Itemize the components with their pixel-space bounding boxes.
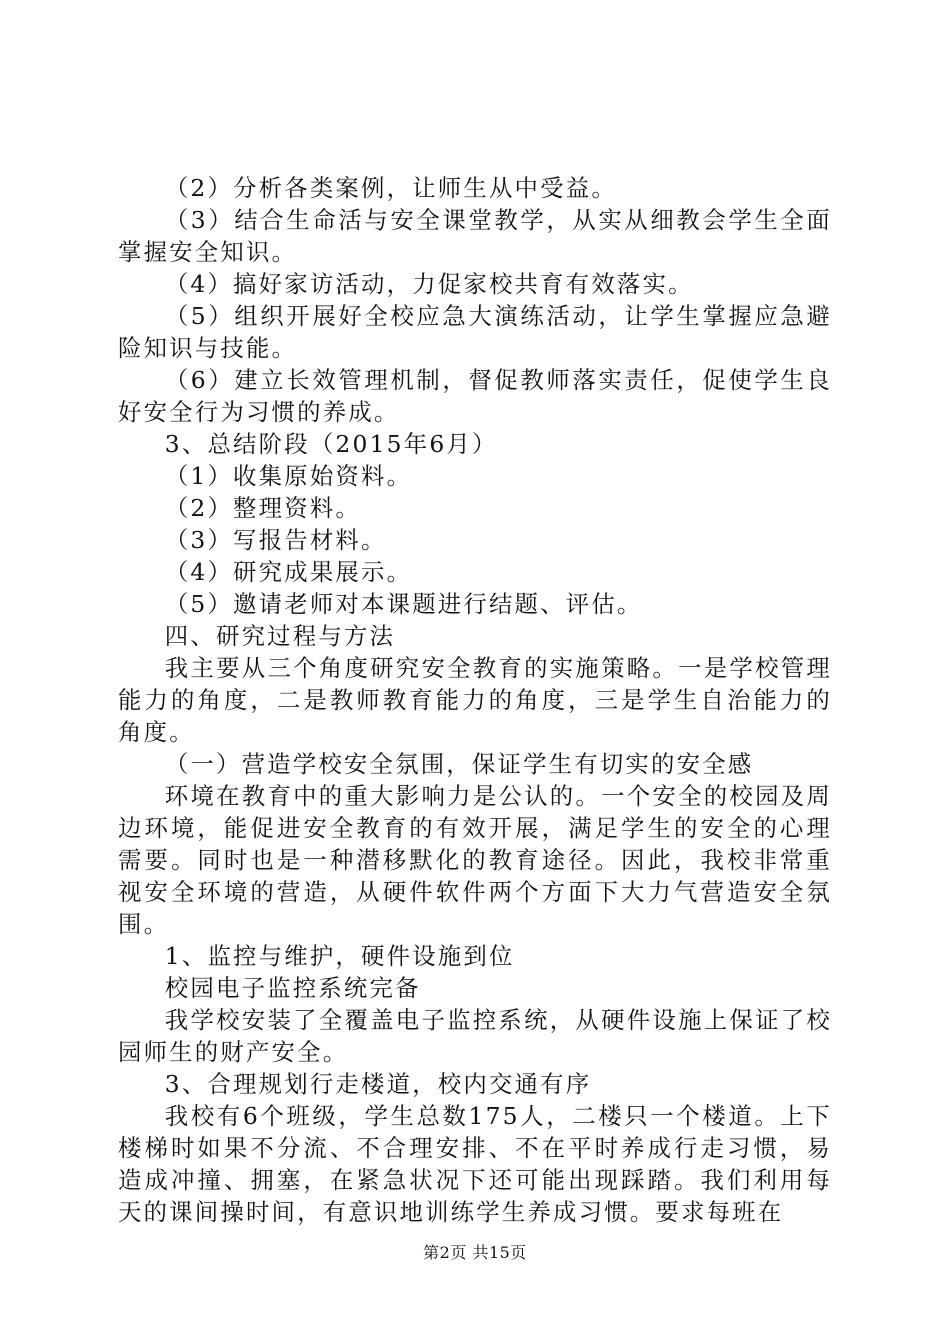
subsection-heading: 1、监控与维护，硬件设施到位 [164,942,515,970]
paragraph: 我校有6个班级，学生总数175人，二楼只一个楼道。上下楼梯时如果不分流、不合理安排、不在平时养成行走习惯，易造成冲撞、拥塞，在紧急状况下还可能出现踩踏。我们利用每天的课间操时间，有意识地训练学生养成习惯。要求每班在 [118,1102,832,1226]
document-body [118,172,832,1228]
paragraph: （2）整理资料。 [164,494,362,522]
paragraph: （4）研究成果展示。 [164,558,413,586]
paragraph: （5）邀请老师对本课题进行结题、评估。 [164,590,643,618]
subsection-heading: 3、合理规划行走楼道，校内交通有序 [164,1070,592,1098]
section-heading: 3、总结阶段（2015年6月） [164,430,498,458]
paragraph: 我学校安装了全覆盖电子监控系统，从硬件设施上保证了校园师生的财产安全。 [118,1006,832,1066]
subsection-heading: （一）营造学校安全氛围，保证学生有切实的安全感 [164,750,754,778]
paragraph: 校园电子监控系统完备 [164,974,421,1002]
paragraph: （6）建立长效管理机制，督促教师落实责任，促使学生良好安全行为习惯的养成。 [118,366,832,426]
paragraph: （4）搞好家访活动，力促家校共育有效落实。 [164,270,694,298]
paragraph: （2）分析各类案例，让师生从中受益。 [164,174,617,202]
paragraph: （3）结合生命活与安全课堂教学，从实从细教会学生全面掌握安全知识。 [118,206,832,266]
section-heading: 四、研究过程与方法 [164,622,396,650]
page-number-footer: 第2页 共15页 [423,1243,527,1262]
paragraph: （5）组织开展好全校应急大演练活动，让学生掌握应急避险知识与技能。 [118,302,832,362]
paragraph: 我主要从三个角度研究安全教育的实施策略。一是学校管理能力的角度，二是教师教育能力的角度，三是学生自治能力的角度。 [118,654,832,746]
paragraph: 环境在教育中的重大影响力是公认的。一个安全的校园及周边环境，能促进安全教育的有效开展，满足学生的安全的心理需要。同时也是一种潜移默化的教育途径。因此，我校非常重视安全环境的营造，从硬件软件两个方面下大力气营造安全氛围。 [118,782,832,938]
paragraph: （1）收集原始资料。 [164,462,413,490]
paragraph: （3）写报告材料。 [164,526,387,554]
